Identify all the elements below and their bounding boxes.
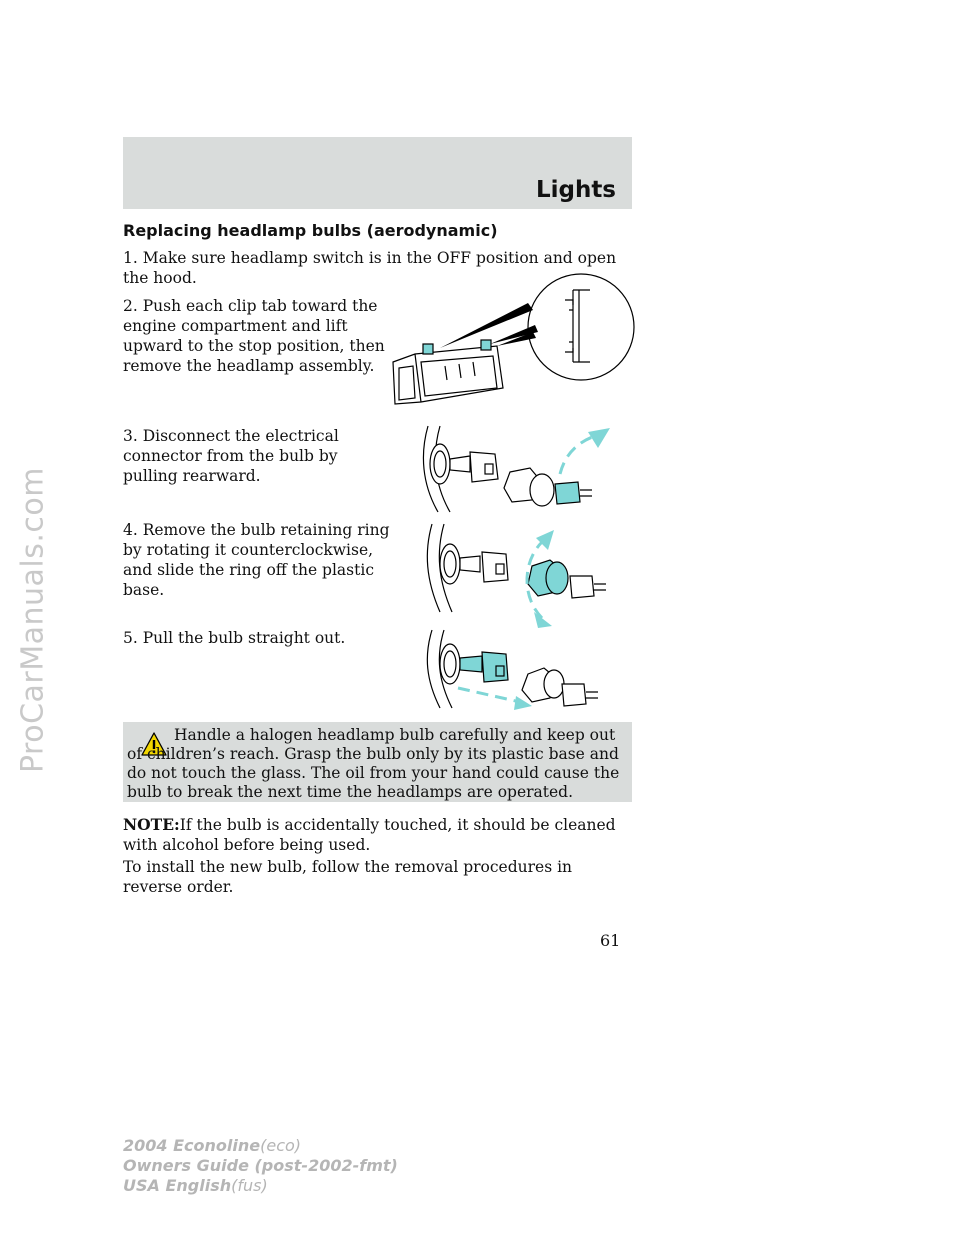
footer-language: USA English <box>123 1176 232 1195</box>
footer-language-code: (fus) <box>231 1176 268 1195</box>
pull-bulb-figure <box>410 628 620 718</box>
disconnect-connector-figure <box>400 424 615 519</box>
footer-guide: Owners Guide (post-2002-fmt) <box>123 1156 398 1175</box>
watermark-text: ProCarManuals.com <box>15 466 51 774</box>
warning-box <box>123 722 632 802</box>
side-watermark <box>8 40 58 1200</box>
note-text: If the bulb is accidentally touched, it should be cleaned with alcohol before being used. <box>123 816 616 854</box>
page-number: 61 <box>600 931 621 950</box>
step-2: 2. Push each clip tab toward the engine compartment and lift upward to the stop position, then remove the headlamp assembly. <box>123 297 385 375</box>
section-title: Lights <box>535 177 616 203</box>
install-instruction: To install the new bulb, follow the removal procedures in reverse order. <box>123 858 573 896</box>
step-3: 3. Disconnect the electrical connector from the bulb by pulling rearward. <box>123 427 339 485</box>
warning-text: Handle a halogen headlamp bulb carefully and keep out of children’s reach. Grasp the bulb only by its plastic base and do not touch the glass. The oil from your hand could cause the bulb to break the next time the headlamps are operated. <box>127 726 620 801</box>
headlamp-assembly-figure <box>385 270 635 415</box>
footer <box>123 1136 398 1196</box>
footer-model-code: (eco) <box>260 1136 302 1155</box>
remove-ring-figure <box>410 520 620 630</box>
step-5: 5. Pull the bulb straight out. <box>123 629 346 647</box>
note-label: NOTE: <box>123 815 180 834</box>
footer-model: 2004 Econoline <box>123 1136 261 1155</box>
header-band <box>123 137 632 209</box>
page-heading: Replacing headlamp bulbs (aerodynamic) <box>123 221 498 240</box>
note <box>123 815 633 855</box>
step-1: 1. Make sure headlamp switch is in the OFF position and open the hood. <box>123 249 617 287</box>
step-4: 4. Remove the bulb retaining ring by rotating it counterclockwise, and slide the ring off the plastic base. <box>123 521 390 599</box>
